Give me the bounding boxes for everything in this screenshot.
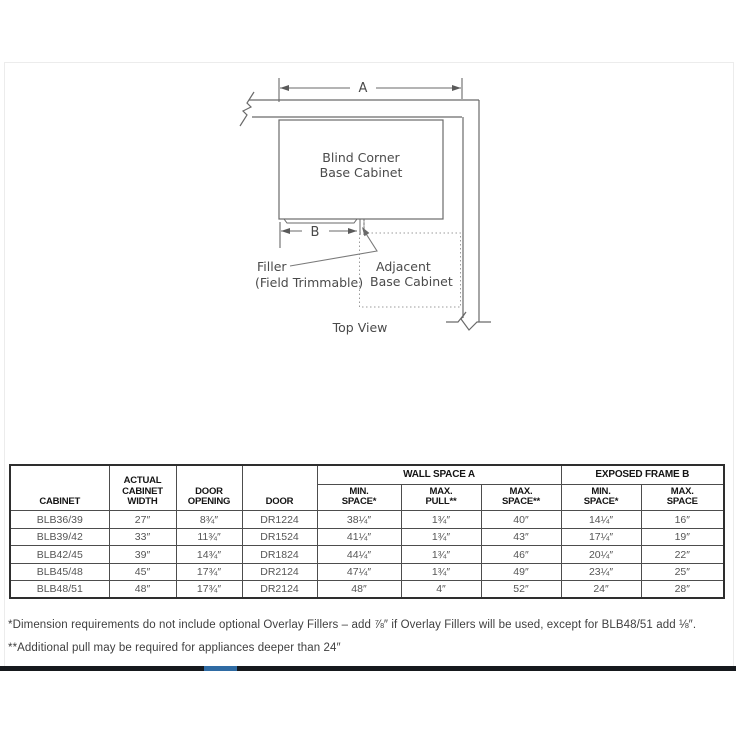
table-row [10,546,724,564]
table-cell: 16″ [641,511,724,529]
cabinet-label-line2: Base Cabinet [319,165,403,180]
cabinet-top-view-diagram [230,70,500,350]
table-cell: 45″ [109,563,176,581]
col-header-wall-min-space-label: MIN. SPACE* [341,485,377,507]
table-cell: BLB36/39 [10,511,109,529]
table-cell: 14¾″ [176,546,242,564]
col-header-frame-min-space [561,484,641,511]
table-cell: 1¾″ [401,528,481,546]
table-row [10,563,724,581]
group-header-wall-space-a: WALL SPACE A [317,465,561,484]
filler-leader-arrow-icon [362,227,369,236]
col-header-cabinet-label: CABINET [39,495,81,507]
table-cell: 17¾″ [176,581,242,599]
table-cell: 1¾″ [401,546,481,564]
table-cell: 41¼″ [317,528,401,546]
table-cell: 48″ [317,581,401,599]
col-header-door-label: DOOR [265,495,294,507]
filler-label-line2: (Field Trimmable) [255,275,364,290]
col-header-wall-min-space [317,484,401,511]
dim-b-arrow-right-icon [348,228,357,234]
filler-label-line1: Filler [257,259,287,274]
table-cell: BLB42/45 [10,546,109,564]
table-cell: DR1224 [242,511,317,529]
col-header-wall-max-space [481,484,561,511]
col-header-wall-max-space-label: MAX. SPACE** [501,485,541,507]
spec-table-wrap [9,464,725,599]
table-cell: 24″ [561,581,641,599]
table-cell: 4″ [401,581,481,599]
table-cell: 46″ [481,546,561,564]
table-cell: 11¾″ [176,528,242,546]
table-cell: 14¼″ [561,511,641,529]
col-header-door-opening-label: DOOR OPENING [187,485,231,507]
dim-a-arrow-left-icon [280,85,289,91]
table-cell: 39″ [109,546,176,564]
table-cell: 49″ [481,563,561,581]
table-row [10,511,724,529]
footnote-additional-pull: **Additional pull may be required for appliances deeper than 24″ [8,642,341,654]
table-cell: 20¼″ [561,546,641,564]
table-row [10,528,724,546]
col-header-cabinet [10,465,109,511]
group-header-exposed-frame-b: EXPOSED FRAME B [561,465,724,484]
bottom-bar-accent [204,666,237,671]
table-cell: BLB48/51 [10,581,109,599]
cabinet-label-line1: Blind Corner [322,150,400,165]
table-cell: 28″ [641,581,724,599]
dim-a-label: A [358,81,368,96]
table-cell: 1¾″ [401,563,481,581]
table-cell: 43″ [481,528,561,546]
table-cell: 1¾″ [401,511,481,529]
table-cell: 40″ [481,511,561,529]
wall-break-bottom-icon [446,312,491,330]
table-cell: 52″ [481,581,561,599]
table-cell: 19″ [641,528,724,546]
table-cell: 38¼″ [317,511,401,529]
table-cell: 48″ [109,581,176,599]
dim-b-arrow-left-icon [281,228,290,234]
table-cell: 25″ [641,563,724,581]
table-cell: 33″ [109,528,176,546]
col-header-actual-width-label: ACTUAL CABINET WIDTH [122,475,163,507]
table-cell: DR1824 [242,546,317,564]
table-cell: DR2124 [242,563,317,581]
table-cell: 23¼″ [561,563,641,581]
col-header-door-opening [176,465,242,511]
adjacent-label-line2: Base Cabinet [370,274,453,289]
col-header-door [242,465,317,511]
table-cell: 17¼″ [561,528,641,546]
table-cell: BLB45/48 [10,563,109,581]
diagram-caption: Top View [332,320,388,335]
table-cell: DR2124 [242,581,317,599]
table-cell: 44¼″ [317,546,401,564]
table-cell: DR1524 [242,528,317,546]
table-row [10,581,724,599]
table-cell: 17¾″ [176,563,242,581]
col-header-frame-max-space [641,484,724,511]
col-header-wall-max-pull [401,484,481,511]
dim-a-arrow-right-icon [452,85,461,91]
table-cell: 47¼″ [317,563,401,581]
table-group-header-row [10,465,724,484]
table-cell: 27″ [109,511,176,529]
footnote-dimension-requirements: *Dimension requirements do not include optional Overlay Fillers – add ⅞″ if Overlay Fillers will be used, except for BLB48/51 add ⅛″. [8,619,697,631]
window-bottom-bar [0,666,736,671]
wall-break-left-icon [240,92,254,126]
dim-b-label: B [310,225,320,240]
spec-table [9,464,725,599]
dimension-a [279,78,462,102]
cabinet-door-face-line [284,219,357,223]
col-header-frame-min-space-label: MIN. SPACE* [583,485,619,507]
table-cell: BLB39/42 [10,528,109,546]
col-header-frame-max-space-label: MAX. SPACE [666,485,698,507]
table-cell: 8¾″ [176,511,242,529]
col-header-actual-width [109,465,176,511]
col-header-wall-max-pull-label: MAX. PULL** [425,485,457,507]
adjacent-label-line1: Adjacent [376,259,431,274]
table-cell: 22″ [641,546,724,564]
